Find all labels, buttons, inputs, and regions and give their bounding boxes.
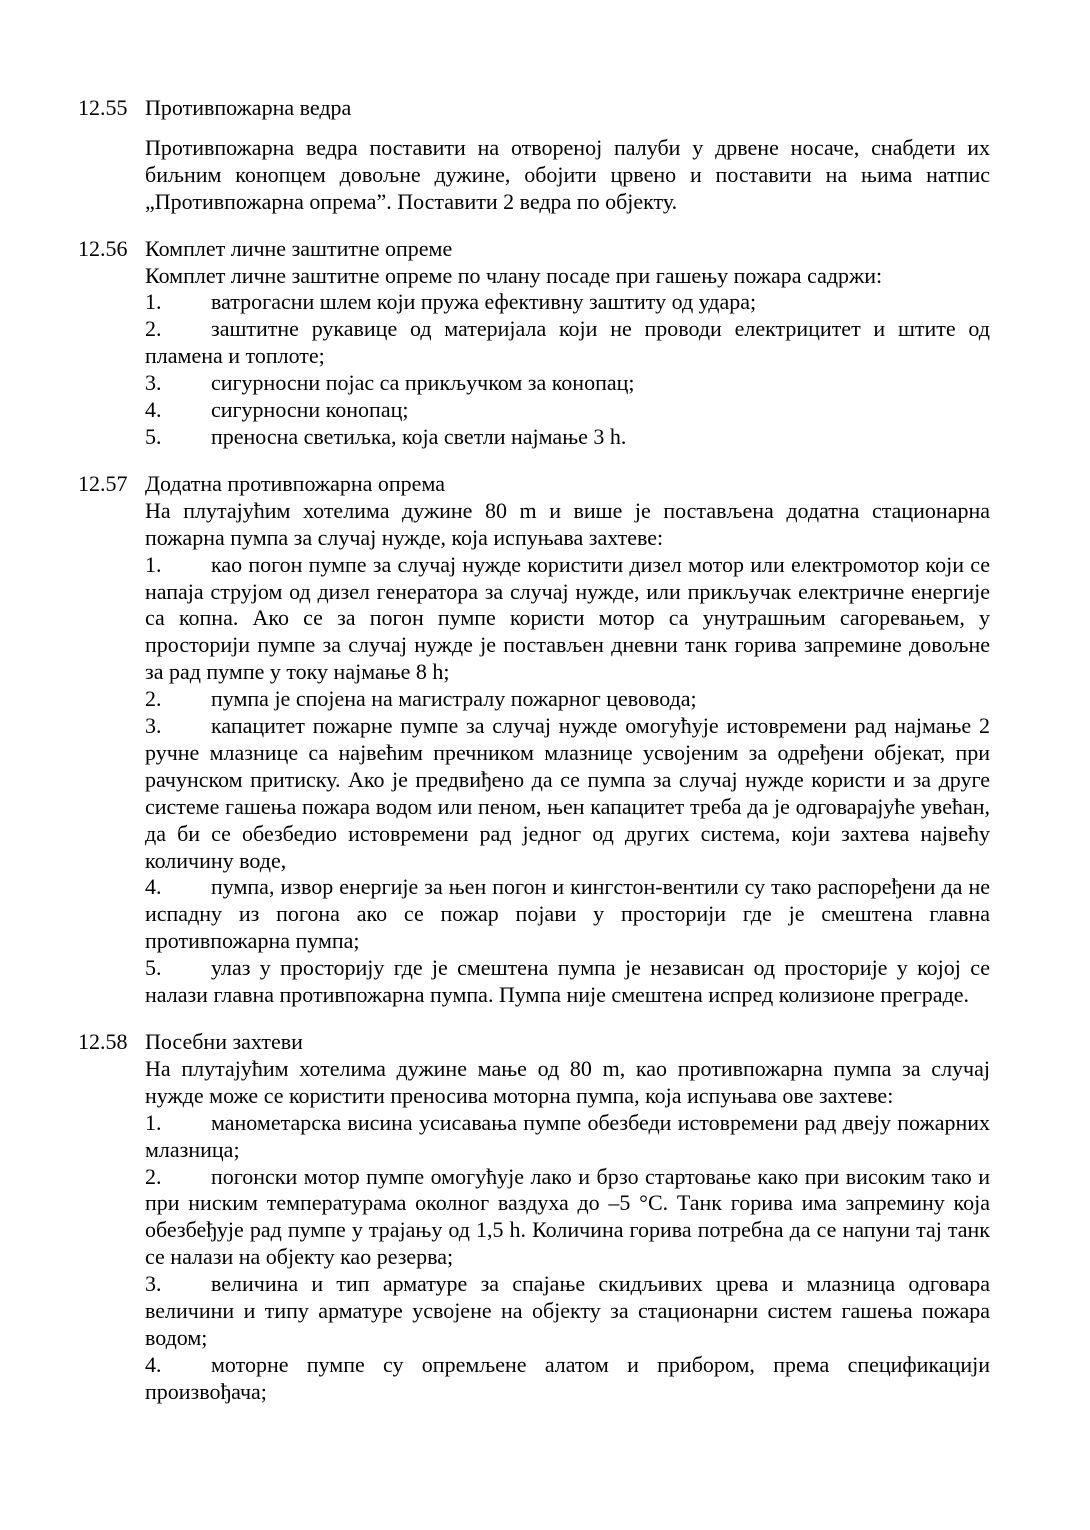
item-number: 4. xyxy=(145,397,162,423)
item-number: 2. xyxy=(145,1163,162,1189)
item-number: 2. xyxy=(145,686,162,712)
section-12.56 xyxy=(78,236,990,451)
item-number: 5. xyxy=(145,955,162,981)
numbered-item xyxy=(145,370,990,397)
section-title: Комплет личне заштитне опреме xyxy=(145,235,453,261)
paragraph: Комплет личне заштитне опреме по члану посаде при гашењу пожара садржи: xyxy=(145,262,883,288)
item-number: 5. xyxy=(145,423,162,449)
paragraph: Противпожарна ведра поставити на отвореној палуби у дрвене носаче, снабдети их биљним конопцем довољне дужине, обојити црвено и поставити на њима натпис „Противпожарна опрема”. Поставити 2 ведра по објекту. xyxy=(145,134,990,214)
item-text: величина и тип арматуре за спајање скидљивих црева и млазница одговара величини и типу арматуре усвојене на објекту за стационарни систем гашења пожара водом; xyxy=(145,1271,990,1350)
numbered-item xyxy=(145,424,990,451)
section-number: 12.55 xyxy=(78,95,128,120)
item-text: капацитет пожарне пумпе за случај нужде омогућује истовремени рад најмање 2 ручне млазнице са највећим пречником млазнице усвојеним за одређени објекат, при рачунском притиску. Ако је предвиђено да се пумпа за случај нужде користи и за друге системе гашења пожара водом или пеном, њен капацитет треба да је одговарајуће увећан, да би се обезбедио истовремени рад једног од других система, који захтева највећу количину воде, xyxy=(145,713,990,873)
item-number: 1. xyxy=(145,289,162,315)
item-number: 2. xyxy=(145,316,162,342)
numbered-item xyxy=(145,552,990,687)
section-heading xyxy=(78,471,990,498)
section-number: 12.57 xyxy=(78,470,128,496)
numbered-item xyxy=(145,1352,990,1406)
numbered-item xyxy=(145,1271,990,1352)
numbered-item xyxy=(145,874,990,955)
item-text: сигурносни појас са прикључком за конопац; xyxy=(211,370,635,396)
item-number: 4. xyxy=(145,1351,162,1377)
item-number: 1. xyxy=(145,1109,162,1135)
item-text: моторне пумпе су опремљене алатом и прибором, према спецификацији произвођача; xyxy=(145,1351,990,1404)
section-title: Додатна противпожарна опрема xyxy=(145,470,445,496)
section-heading xyxy=(78,95,990,122)
item-number: 3. xyxy=(145,370,162,396)
item-text: улаз у просторију где је смештена пумпа је независан од просторије у којој се налази главна противпожарна пумпа. Пумпа није смештена испред колизионе преграде. xyxy=(145,955,990,1008)
item-text: пумпа је спојена на магистралу пожарног цевовода; xyxy=(211,686,697,712)
section-content xyxy=(145,498,990,1009)
item-number: 1. xyxy=(145,551,162,577)
section-heading xyxy=(78,1029,990,1056)
section-heading xyxy=(78,236,990,263)
numbered-item xyxy=(145,397,990,424)
section-12.58 xyxy=(78,1029,990,1406)
item-text: заштитне рукавице од материјала који не проводи електрицитет и штите од пламена и топлоте; xyxy=(145,316,990,369)
paragraph: На плутајућим хотелима дужине 80 m и више је постављена додатна стационарна пожарна пумпа за случај нужде, која испуњава захтеве: xyxy=(145,497,990,550)
section-content xyxy=(145,135,990,216)
item-text: као погон пумпе за случај нужде користити дизел мотор или електромотор који се напаја струјом од дизел генератора за случај нужде, или прикључак електричне енергије са копна. Ако се за погон пумпе користи мотор са унутрашњим сагоревањем, у просторији пумпе за случај нужде је постављен дневни танк горива запремине довољне за рад пумпе у току најмање 8 h; xyxy=(145,551,990,685)
item-text: ватрогасни шлем који пружа ефективну заштиту од удара; xyxy=(211,289,757,315)
numbered-item xyxy=(145,316,990,370)
section-number: 12.58 xyxy=(78,1029,128,1054)
section-12.55 xyxy=(78,95,990,216)
section-title: Посебни захтеви xyxy=(145,1029,303,1054)
paragraph: На плутајућим хотелима дужине мање од 80 m, као противпожарна пумпа за случај нужде може се користити преносива моторна пумпа, која испуњава ове захтеве: xyxy=(145,1055,990,1108)
numbered-item xyxy=(145,1110,990,1164)
item-number: 3. xyxy=(145,713,162,739)
item-text: погонски мотор пумпе омогућује лако и брзо стартовање како при високим тако и при ниским температурама околног ваздуха до –5 °C. Танк горива има запремину која обезбеђује рад пумпе у трајању од 1,5 h. Количина горива потребна да се напуни тај танк се налази на објекту као резерва; xyxy=(145,1163,990,1270)
item-text: пумпа, извор енергије за њен погон и кингстон-вентили су тако распоређени да не испадну из погона ако се пожар појави у просторији где је смештена главна противпожарна пумпа; xyxy=(145,874,990,954)
item-number: 3. xyxy=(145,1271,162,1297)
section-title: Противпожарна ведра xyxy=(145,95,352,120)
numbered-item xyxy=(145,713,990,874)
section-content xyxy=(145,263,990,451)
item-number: 4. xyxy=(145,874,162,900)
section-12.57 xyxy=(78,471,990,1009)
item-text: манометарска висина усисавања пумпе обезбеди истовремени рад двеју пожарних млазница; xyxy=(145,1109,990,1162)
section-content xyxy=(145,1056,990,1406)
numbered-item xyxy=(145,955,990,1009)
numbered-item xyxy=(145,289,990,316)
item-text: сигурносни конопац; xyxy=(211,397,409,423)
numbered-item xyxy=(145,686,990,713)
item-text: преносна светиљка, која светли најмање 3 h. xyxy=(211,423,627,449)
numbered-item xyxy=(145,1164,990,1272)
section-number: 12.56 xyxy=(78,235,128,261)
